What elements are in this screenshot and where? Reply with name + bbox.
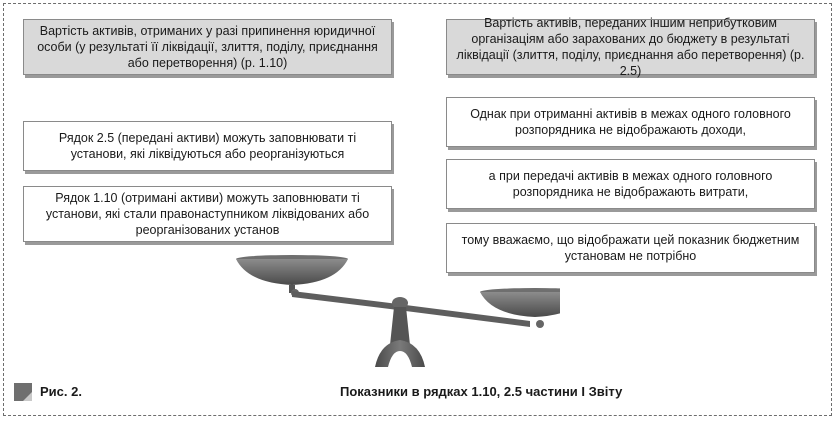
box-received-assets-text: Вартість активів, отриманих у разі припинення юридичної особи (у результаті її ліквідації, злиття, поділу, приєднання або перетворення) (р. 1.10)	[37, 24, 378, 70]
box-line-1-10-text: Рядок 1.10 (отримані активи) можуть заповнювати ті установи, які стали правонаступником ліквідованих або реорганізованих установ	[45, 191, 370, 237]
box-received-assets-1-10	[23, 19, 392, 75]
box-transferred-assets-text: Вартість активів, переданих іншим неприбутковим організаціям або зарахованих до бюджету в результаті ліквідації (злиття, поділу, приєднання або перетворення) (р. 2.5)	[456, 16, 805, 78]
box-no-income-text: Однак при отриманні активів в межах одного головного розпорядника не відображають доходи,	[470, 107, 791, 137]
figure-number: Рис. 2.	[40, 384, 82, 399]
box-no-expenses-text: а при передачі активів в межах одного головного розпорядника не відображають витрати,	[488, 169, 773, 199]
box-line-2-5-text: Рядок 2.5 (передані активи) можуть заповнювати ті установи, які ліквідуються або реорганізуються	[58, 131, 357, 161]
left-pan	[236, 255, 348, 297]
box-line-2-5-note	[23, 121, 392, 171]
box-line-1-10-note	[23, 186, 392, 242]
box-conclusion-text: тому вважаємо, що відображати цей показник бюджетним установам не потрібно	[461, 233, 800, 263]
box-transferred-assets-2-5	[446, 16, 815, 78]
box-no-income	[446, 97, 815, 147]
figure-caption: Показники в рядках 1.10, 2.5 частини І Звіту	[340, 384, 623, 399]
figure-marker-icon	[14, 383, 32, 401]
balance-scale-icon	[230, 245, 560, 375]
box-no-expenses	[446, 159, 815, 209]
